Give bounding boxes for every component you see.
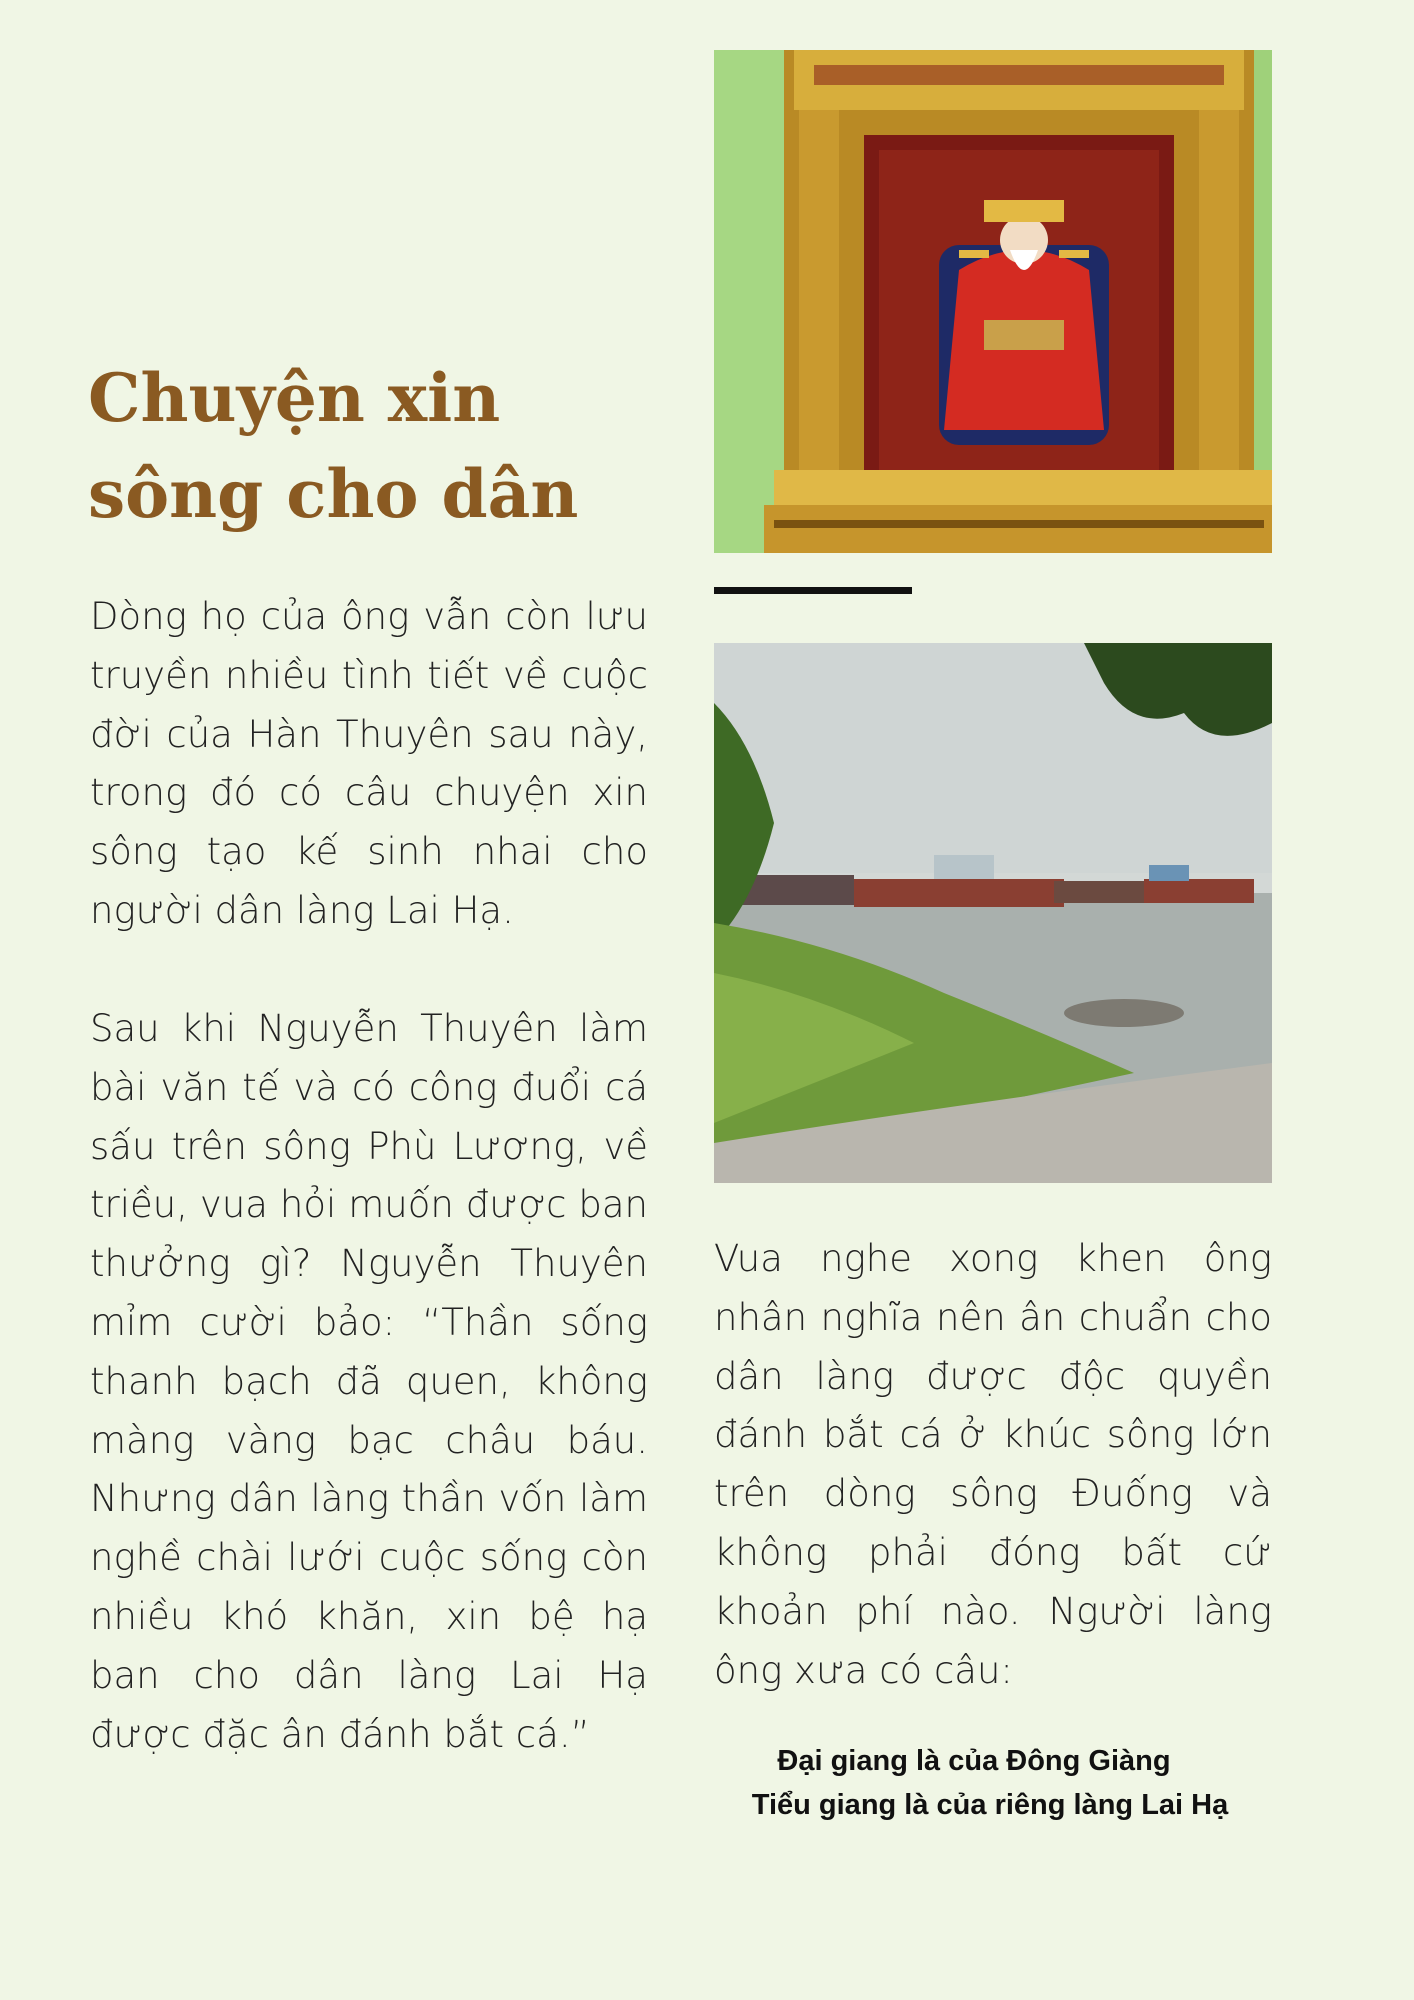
king-response-paragraph: Vua nghe xong khen ông nhân nghĩa nên ân chuẩn cho dân làng được độc quyền đánh bắt cá ở khúc sông lớn trên dòng sông Đuống và không phải đóng bất cứ khoản phí nào. Người làng ông xưa có câu: (714, 1237, 1272, 1692)
title-line-1: Chuyện xin (88, 359, 501, 437)
page-title (88, 350, 648, 542)
verse-line-2: Tiểu giang là của riêng làng Lai Hạ (751, 1789, 1229, 1821)
shrine-statue-photo (714, 50, 1272, 553)
section-divider (714, 587, 912, 594)
verse-line-1: Đại giang là của Đông Giàng (777, 1745, 1171, 1777)
river-boats-photo (714, 643, 1272, 1183)
story-paragraph: Sau khi Nguyễn Thuyên làm bài văn tế và có công đuổi cá sấu trên sông Phù Lương, về triều, vua hỏi muốn được ban thưởng gì? Nguyễn Thuyên mỉm cười bảo: “Thần sống thanh bạch đã quen, không màng vàng bạc châu báu. Nhưng dân làng thần vốn làm nghề chài lưới cuộc sống còn nhiều khó khăn, xin bệ hạ ban cho dân làng Lai Hạ được đặc ân đánh bắt cá.” (90, 1007, 648, 1756)
title-line-2: sông cho dân (88, 455, 579, 533)
intro-paragraph: Dòng họ của ông vẫn còn lưu truyền nhiều tình tiết về cuộc đời của Hàn Thuyên sau này, trong đó có câu chuyện xin sông tạo kế sinh nhai cho người dân làng Lai Hạ. (90, 595, 648, 932)
